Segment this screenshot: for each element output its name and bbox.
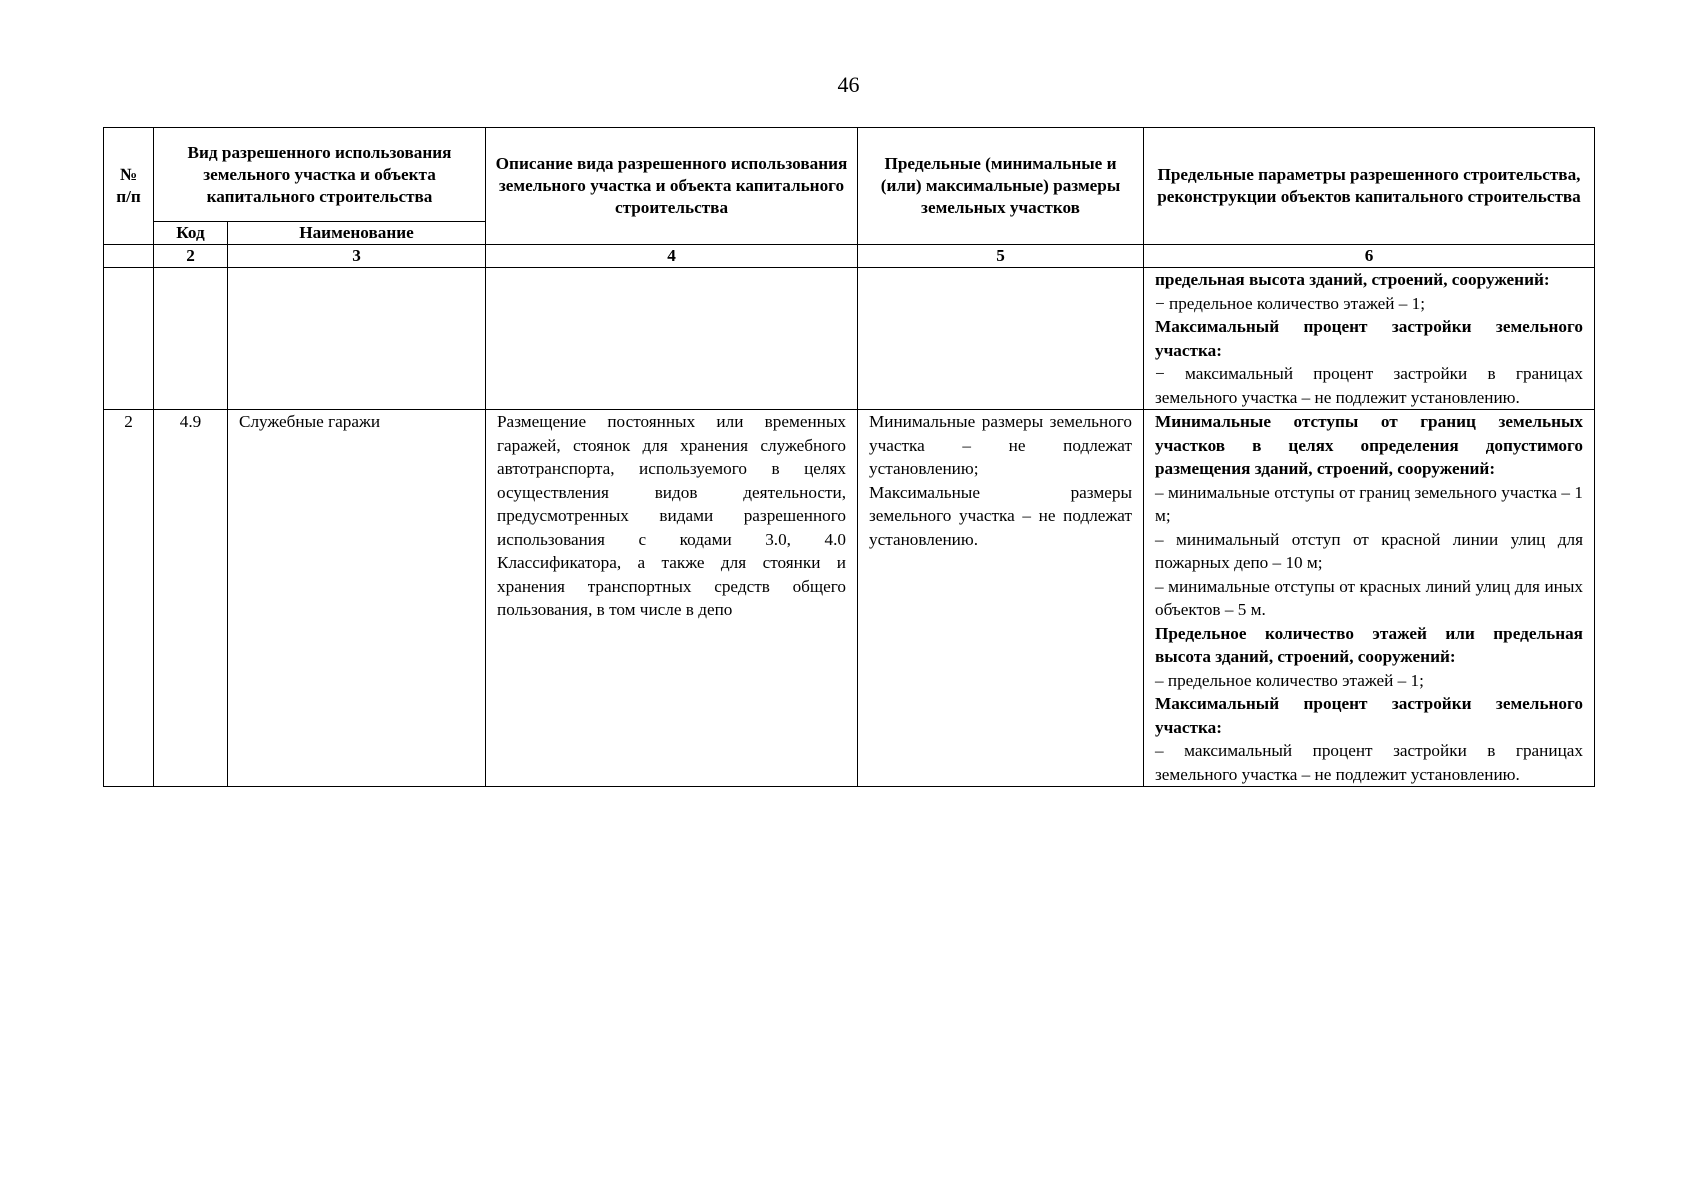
param-item: – минимальные отступы от красных линий улиц для иных объектов – 5 м. bbox=[1155, 576, 1583, 619]
row-code bbox=[154, 268, 228, 410]
param-item: – минимальный отступ от красной линии улиц для пожарных депо – 10 м; bbox=[1155, 529, 1583, 572]
column-number: 5 bbox=[858, 245, 1144, 268]
land-use-table bbox=[103, 127, 1595, 787]
row-number: 2 bbox=[104, 410, 154, 787]
header-description: Описание вида разрешенного использования земельного участка и объекта капитального строительства bbox=[486, 128, 858, 245]
param-item: − максимальный процент застройки в границах земельного участка – не подлежит установлению. bbox=[1155, 364, 1583, 407]
param-item: – минимальные отступы от границ земельного участка – 1 м; bbox=[1155, 482, 1583, 525]
header-plot-sizes: Предельные (минимальные и (или) максимальные) размеры земельных участков bbox=[858, 128, 1144, 245]
row-name bbox=[228, 268, 486, 410]
row-sizes bbox=[858, 410, 1144, 787]
size-item: Максимальные размеры земельного участка – не подлежат установлению. bbox=[869, 482, 1132, 549]
table-row bbox=[104, 268, 1595, 410]
param-item: − предельное количество этажей – 1; bbox=[1155, 293, 1426, 313]
header-use-type: Вид разрешенного использования земельного участка и объекта капитального строительства bbox=[154, 128, 486, 222]
param-heading: Предельное количество этажей или предельная высота зданий, строений, сооружений: bbox=[1155, 623, 1583, 666]
param-heading: Минимальные отступы от границ земельных участков в целях определения допустимого размещения зданий, строений, сооружений: bbox=[1155, 412, 1583, 478]
size-item: Минимальные размеры земельного участка – не подлежат установлению; bbox=[869, 412, 1132, 478]
row-params bbox=[1144, 410, 1595, 787]
param-heading: Максимальный процент застройки земельного участка: bbox=[1155, 317, 1583, 360]
param-item: – максимальный процент застройки в границах земельного участка – не подлежит установлению. bbox=[1155, 741, 1583, 784]
column-number bbox=[104, 245, 154, 268]
header-code: Код bbox=[154, 222, 228, 245]
column-number: 4 bbox=[486, 245, 858, 268]
row-description: Размещение постоянных или временных гаражей, стоянок для хранения служебного автотранспорта, используемого в целях осуществления видов деятельности, предусмотренных видами разрешенного использования с кодами 3.0, 4.0 Классификатора, а также для стоянки и хранения транспортных средств общего пользования, в том числе в депо bbox=[486, 410, 858, 787]
column-number: 2 bbox=[154, 245, 228, 268]
column-number: 3 bbox=[228, 245, 486, 268]
header-number: № п/п bbox=[104, 128, 154, 245]
row-sizes bbox=[858, 268, 1144, 410]
param-heading: предельная высота зданий, строений, сооружений: bbox=[1155, 270, 1550, 289]
header-name: Наименование bbox=[228, 222, 486, 245]
page-number: 46 bbox=[837, 72, 860, 97]
row-name: Служебные гаражи bbox=[228, 410, 486, 787]
column-number-row bbox=[104, 245, 1595, 268]
param-item: – предельное количество этажей – 1; bbox=[1155, 670, 1424, 690]
column-number: 6 bbox=[1144, 245, 1595, 268]
row-description bbox=[486, 268, 858, 410]
header-construction-params: Предельные параметры разрешенного строительства, реконструкции объектов капитального строительства bbox=[1144, 128, 1595, 245]
row-number bbox=[104, 268, 154, 410]
table-row bbox=[104, 410, 1595, 787]
row-params bbox=[1144, 268, 1595, 410]
row-code: 4.9 bbox=[154, 410, 228, 787]
param-heading: Максимальный процент застройки земельного участка: bbox=[1155, 694, 1583, 737]
